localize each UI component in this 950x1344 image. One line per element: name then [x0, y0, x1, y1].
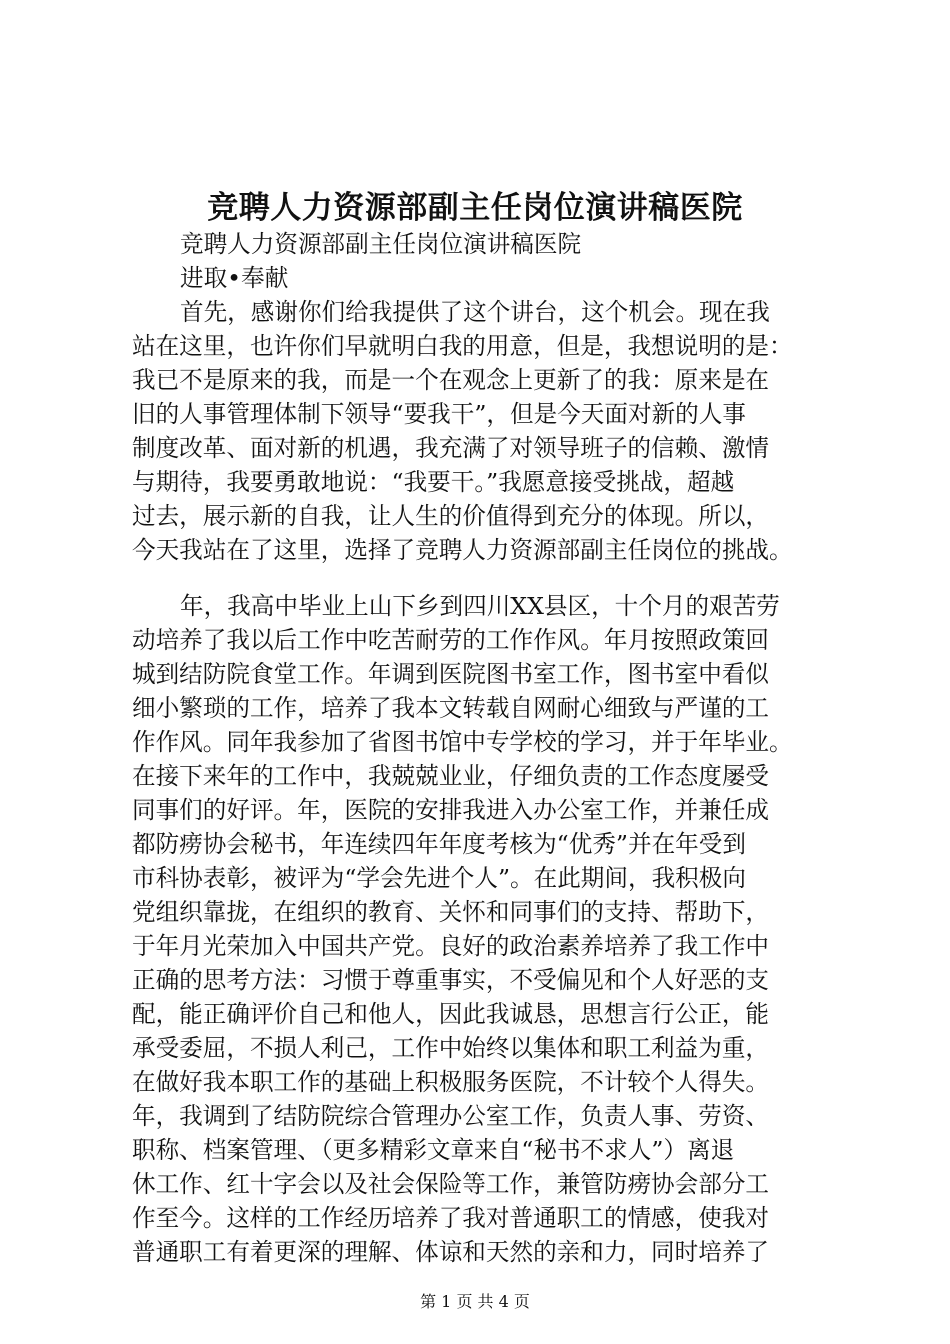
body-text-line: 同事们的好评。年，医院的安排我进入办公室工作，并兼任成 [132, 796, 770, 824]
body-text-line: 动培养了我以后工作中吃苦耐劳的工作作风。年月按照政策回 [132, 626, 770, 654]
body-text-line: 制度改革、面对新的机遇，我充满了对领导班子的信赖、激情 [132, 434, 770, 462]
body-text-line: 年，我高中毕业上山下乡到四川XX县区，十个月的艰苦劳 [180, 592, 780, 620]
body-text-line: 职称、档案管理、（更多精彩文章来自“秘书不求人”）离退 [132, 1136, 735, 1164]
body-text-line: 城到结防院食堂工作。年调到医院图书室工作，图书室中看似 [132, 660, 770, 688]
page-footer: 第 1 页 共 4 页 [420, 1292, 530, 1311]
body-text-line: 年，我调到了结防院综合管理办公室工作，负责人事、劳资、 [132, 1102, 770, 1130]
body-text-line: 与期待，我要勇敢地说：“我要干。”我愿意接受挑战，超越 [132, 468, 735, 496]
body-text-line: 今天我站在了这里，选择了竞聘人力资源部副主任岗位的挑战。 [132, 536, 793, 564]
body-text-line: 在做好我本职工作的基础上积极服务医院，不计较个人得失。 [132, 1068, 770, 1096]
body-text-line: 我已不是原来的我，而是一个在观念上更新了的我：原来是在 [132, 366, 770, 394]
document-title: 竞聘人力资源部副主任岗位演讲稿医院 [207, 190, 743, 226]
body-text-line: 正确的思考方法：习惯于尊重事实，不受偏见和个人好恶的支 [132, 966, 770, 994]
body-text-line: 作至今。这样的工作经历培养了我对普通职工的情感，使我对 [132, 1204, 770, 1232]
body-text-line: 站在这里，也许你们早就明白我的用意，但是，我想说明的是： [132, 332, 793, 360]
body-text-line: 过去，展示新的自我，让人生的价值得到充分的体现。所以， [132, 502, 770, 530]
body-text-line: 配，能正确评价自己和他人，因此我诚恳，思想言行公正，能 [132, 1000, 770, 1028]
body-text-line: 进取•奉献 [180, 264, 289, 292]
body-text-line: 作作风。同年我参加了省图书馆中专学校的学习，并于年毕业。 [132, 728, 793, 756]
body-text-line: 市科协表彰，被评为“学会先进个人”。在此期间，我积极向 [132, 864, 746, 892]
body-text-line: 于年月光荣加入中国共产党。良好的政治素养培养了我工作中 [132, 932, 770, 960]
body-text-line: 党组织靠拢，在组织的教育、关怀和同事们的支持、帮助下， [132, 898, 770, 926]
body-text-line: 竞聘人力资源部副主任岗位演讲稿医院 [180, 230, 582, 258]
body-text-line: 在接下来年的工作中，我兢兢业业，仔细负责的工作态度屡受 [132, 762, 770, 790]
body-text-line: 休工作、红十字会以及社会保险等工作，兼管防痨协会部分工 [132, 1170, 770, 1198]
body-text-line: 旧的人事管理体制下领导“要我干”，但是今天面对新的人事 [132, 400, 746, 428]
body-text-line: 首先，感谢你们给我提供了这个讲台，这个机会。现在我 [180, 298, 770, 326]
body-text-line: 都防痨协会秘书，年连续四年年度考核为“优秀”并在年受到 [132, 830, 746, 858]
body-text-line: 普通职工有着更深的理解、体谅和天然的亲和力，同时培养了 [132, 1238, 770, 1266]
body-text-line: 承受委屈，不损人利己，工作中始终以集体和职工利益为重， [132, 1034, 770, 1062]
body-text-line: 细小繁琐的工作，培养了我本文转载自网耐心细致与严谨的工 [132, 694, 770, 722]
